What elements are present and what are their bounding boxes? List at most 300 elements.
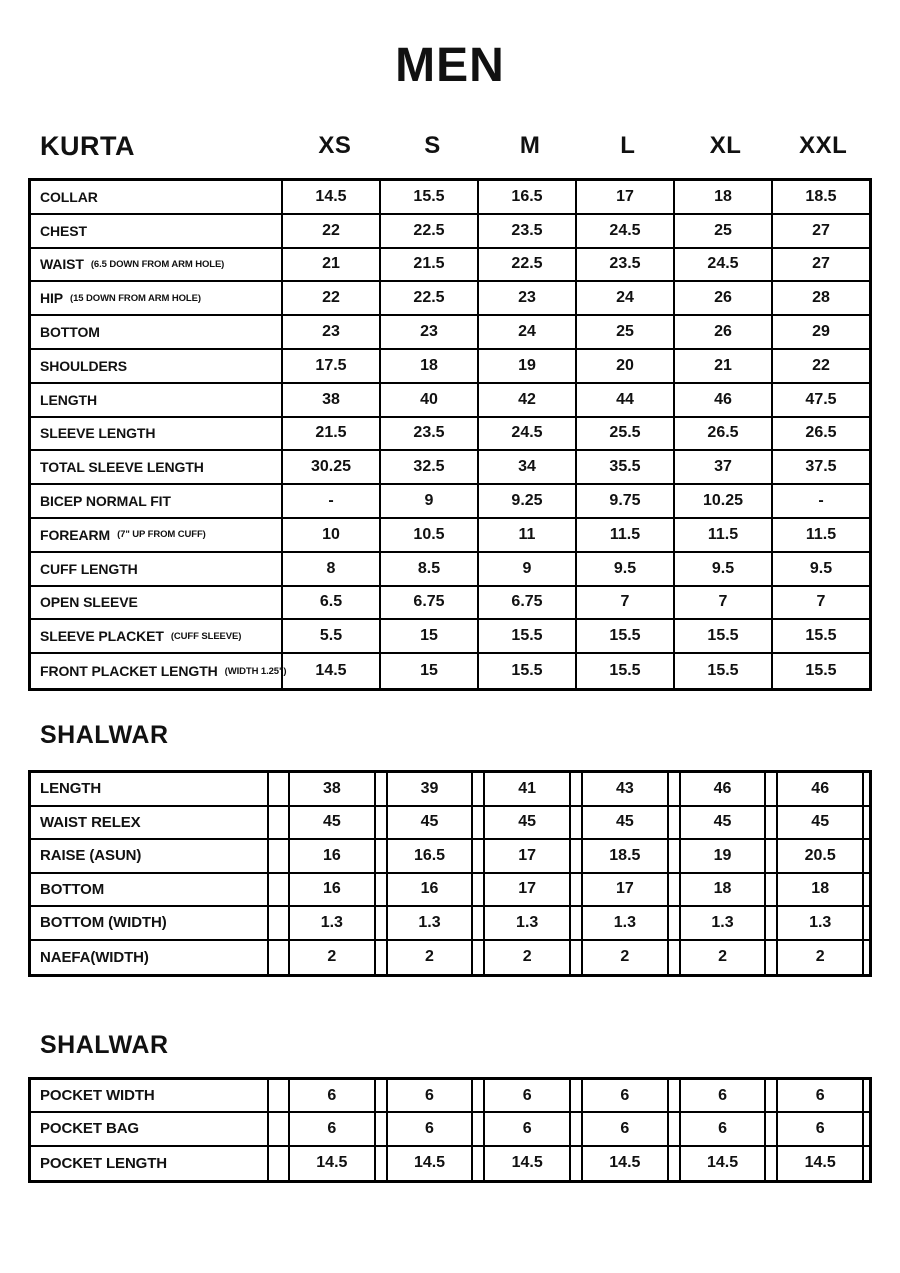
size-cell [283, 773, 381, 805]
row-label-cell [31, 1080, 269, 1111]
cell-value: 18 [776, 874, 864, 906]
size-header-xxl: XXL [799, 132, 848, 159]
table-row [31, 249, 869, 283]
size-cell [283, 1147, 381, 1180]
cell-value: 2 [679, 941, 767, 975]
row-label-cell [31, 874, 269, 906]
row-cells [283, 249, 869, 281]
table-row [31, 215, 869, 249]
row-label-cell [31, 807, 269, 839]
size-header-m: M [519, 132, 541, 159]
row-note: (15 DOWN FROM ARM HOLE) [70, 292, 201, 304]
cell-value: 21.5 [413, 255, 445, 273]
table-row [31, 773, 869, 807]
size-cell [477, 384, 575, 416]
row-label-cell [31, 1113, 269, 1144]
cell-value: 16 [288, 840, 376, 872]
column-gap [269, 1113, 283, 1144]
size-cell [477, 181, 575, 213]
table-row [31, 1113, 869, 1146]
size-cell [283, 807, 381, 839]
row-label-cell [31, 654, 287, 688]
cell-value: 46 [679, 773, 767, 805]
cell-value: 15.5 [707, 662, 739, 680]
size-header-l: L [620, 132, 636, 159]
cell-value: 23 [420, 323, 438, 341]
cell-value: 30.25 [310, 458, 352, 476]
cell-value: 8 [326, 559, 336, 577]
size-cell [283, 282, 379, 314]
size-cell [576, 773, 674, 805]
size-cell [674, 807, 772, 839]
row-note: (WIDTH 1.25") [224, 665, 287, 677]
size-cell [771, 384, 869, 416]
cell-value: 15.5 [511, 662, 543, 680]
row-label-cell [31, 316, 283, 348]
size-cell [379, 587, 477, 619]
size-cell [379, 282, 477, 314]
size-cell [477, 587, 575, 619]
row-label: RAISE (ASUN) [40, 847, 142, 865]
cell-value: 17.5 [315, 356, 347, 374]
row-label-cell [31, 282, 283, 314]
cell-value: 14.5 [315, 662, 347, 680]
size-cell [771, 654, 869, 688]
row-label-cell [31, 249, 283, 281]
size-cell [477, 485, 575, 517]
cell-value: 10.25 [702, 492, 744, 510]
row-label: BOTTOM (WIDTH) [40, 914, 167, 932]
size-cell [381, 941, 479, 975]
table-row [31, 587, 869, 621]
cell-value: 17 [483, 840, 571, 872]
row-label-cell [31, 773, 269, 805]
row-cells [283, 907, 869, 939]
row-label-cell [31, 1147, 269, 1180]
row-label: CUFF LENGTH [40, 560, 138, 577]
cell-value: 6 [483, 1113, 571, 1144]
size-cell [771, 553, 869, 585]
row-label: POCKET LENGTH [40, 1154, 168, 1172]
cell-value: 45 [776, 807, 864, 839]
row-note: (7" UP FROM CUFF) [117, 529, 206, 541]
size-cell [771, 181, 869, 213]
cell-value: 25.5 [609, 424, 641, 442]
table-row [31, 519, 869, 553]
row-label: BOTTOM [40, 324, 100, 341]
cell-value: 17 [616, 187, 634, 205]
size-cell [379, 215, 477, 247]
table-row [31, 907, 869, 941]
size-cell [379, 485, 477, 517]
row-label: NAEFA(WIDTH) [40, 948, 149, 966]
cell-value: 6 [679, 1113, 767, 1144]
cell-value: 6.75 [413, 593, 445, 611]
table-row [31, 181, 869, 215]
cell-value: 46 [776, 773, 864, 805]
size-cell [477, 249, 575, 281]
cell-value: - [328, 492, 334, 510]
size-cell [283, 384, 379, 416]
size-cell [575, 282, 673, 314]
cell-value: 38 [322, 390, 340, 408]
table-row [31, 1080, 869, 1113]
size-cell [771, 316, 869, 348]
cell-value: 8.5 [417, 559, 441, 577]
size-cell [379, 553, 477, 585]
size-cell [478, 1113, 576, 1144]
size-cell [576, 840, 674, 872]
size-cell [575, 418, 673, 450]
table-row [31, 807, 869, 841]
size-cell [575, 215, 673, 247]
row-cells [283, 620, 869, 652]
cell-value: 32.5 [413, 458, 445, 476]
cell-value: 14.5 [288, 1147, 376, 1180]
row-label-cell [31, 350, 283, 382]
cell-value: 37 [714, 458, 732, 476]
row-label-cell [31, 941, 269, 975]
size-cell [283, 181, 379, 213]
cell-value: 15.5 [805, 627, 837, 645]
size-cell [576, 941, 674, 975]
cell-value: 45 [288, 807, 376, 839]
size-cell [283, 874, 381, 906]
row-label: CHEST [40, 222, 87, 239]
table-row [31, 553, 869, 587]
cell-value: 15.5 [609, 627, 641, 645]
size-cell [673, 350, 771, 382]
size-cell [283, 587, 379, 619]
cell-value: 43 [581, 773, 669, 805]
table-row [31, 1147, 869, 1180]
size-cell [674, 773, 772, 805]
size-cell [283, 553, 379, 585]
cell-value: 1.3 [679, 907, 767, 939]
size-cell [478, 907, 576, 939]
size-cell [379, 418, 477, 450]
row-label-cell [31, 519, 283, 551]
size-cell [478, 807, 576, 839]
cell-value: 18 [679, 874, 767, 906]
cell-value: 34 [518, 458, 536, 476]
row-cells [283, 874, 869, 906]
row-cells [283, 215, 869, 247]
cell-value: 17 [483, 874, 571, 906]
cell-value: 15 [420, 627, 438, 645]
cell-value: 27 [812, 221, 830, 239]
cell-value: 18 [714, 187, 732, 205]
cell-value: 16 [288, 874, 376, 906]
table-row [31, 840, 869, 874]
cell-value: 23.5 [413, 424, 445, 442]
cell-value: 11.5 [805, 525, 837, 543]
cell-value: 9 [522, 559, 532, 577]
cell-value: 6 [386, 1080, 474, 1111]
size-cell [771, 773, 869, 805]
cell-value: 35.5 [609, 458, 641, 476]
cell-value: 24 [518, 323, 536, 341]
cell-value: 1.3 [483, 907, 571, 939]
size-cell [771, 1113, 869, 1144]
row-cells [283, 316, 869, 348]
cell-value: 23 [322, 323, 340, 341]
cell-value: 25 [616, 323, 634, 341]
kurta-table [28, 178, 872, 691]
size-cell [576, 907, 674, 939]
table-row [31, 451, 869, 485]
size-cell [283, 350, 379, 382]
column-gap [269, 907, 283, 939]
row-label-cell [31, 587, 283, 619]
row-cells [283, 350, 869, 382]
size-cell [771, 807, 869, 839]
size-cell [673, 215, 771, 247]
table-row [31, 874, 869, 908]
cell-value: 22.5 [511, 255, 543, 273]
row-label-cell [31, 384, 283, 416]
row-label: POCKET BAG [40, 1120, 140, 1138]
size-header-xs: XS [318, 132, 352, 159]
cell-value: 6 [776, 1080, 864, 1111]
size-cell [283, 1113, 381, 1144]
size-cell [771, 1080, 869, 1111]
size-cell [673, 587, 771, 619]
row-label-cell [31, 451, 283, 483]
size-cell [771, 907, 869, 939]
row-cells [283, 181, 869, 213]
cell-value: 28 [812, 289, 830, 307]
cell-value: 23.5 [609, 255, 641, 273]
cell-value: 9.25 [511, 492, 543, 510]
cell-value: 6 [679, 1080, 767, 1111]
table-row [31, 941, 869, 975]
cell-value: 7 [816, 593, 826, 611]
row-label: BICEP NORMAL FIT [40, 493, 171, 510]
row-label: WAIST RELEX [40, 813, 141, 831]
size-cell [477, 620, 575, 652]
size-cell [283, 941, 381, 975]
row-label-cell [31, 907, 269, 939]
cell-value: 16.5 [511, 187, 543, 205]
cell-value: 15 [420, 662, 438, 680]
size-header-xl: XL [709, 132, 742, 159]
cell-value: 6 [288, 1080, 376, 1111]
row-cells [283, 519, 869, 551]
size-cell [379, 316, 477, 348]
size-cell [379, 384, 477, 416]
size-cell [674, 840, 772, 872]
size-cell [673, 519, 771, 551]
cell-value: 40 [420, 390, 438, 408]
size-cell [673, 654, 771, 688]
cell-value: 21 [714, 356, 732, 374]
cell-value: 24.5 [609, 221, 641, 239]
size-cell [283, 418, 379, 450]
size-cell [283, 1080, 381, 1111]
size-cell [771, 1147, 869, 1180]
cell-value: 7 [718, 593, 728, 611]
size-cell [575, 350, 673, 382]
row-label: TOTAL SLEEVE LENGTH [40, 459, 204, 476]
size-cell [477, 553, 575, 585]
size-cell [381, 807, 479, 839]
size-cell [379, 350, 477, 382]
cell-value: 16 [386, 874, 474, 906]
cell-value: 22 [322, 289, 340, 307]
cell-value: 27 [812, 255, 830, 273]
row-cells [283, 654, 869, 688]
cell-value: 22 [812, 356, 830, 374]
cell-value: 17 [581, 874, 669, 906]
cell-value: 6 [581, 1113, 669, 1144]
row-label: LENGTH [40, 391, 97, 408]
size-cell [576, 874, 674, 906]
size-cell [575, 553, 673, 585]
size-cell [575, 654, 673, 688]
cell-value: 2 [288, 941, 376, 975]
size-cell [575, 620, 673, 652]
row-cells [283, 451, 869, 483]
cell-value: 2 [483, 941, 571, 975]
size-cell [381, 1080, 479, 1111]
cell-value: 47.5 [805, 390, 837, 408]
cell-value: 14.5 [483, 1147, 571, 1180]
cell-value: 14.5 [386, 1147, 474, 1180]
cell-value: 14.5 [581, 1147, 669, 1180]
column-gap [269, 807, 283, 839]
cell-value: 9 [424, 492, 434, 510]
table-row [31, 384, 869, 418]
cell-value: 21 [322, 255, 340, 273]
size-cell [771, 215, 869, 247]
cell-value: 15.5 [805, 662, 837, 680]
size-cell [771, 350, 869, 382]
cell-value: 21.5 [315, 424, 347, 442]
cell-value: 45 [679, 807, 767, 839]
size-cell [674, 1147, 772, 1180]
cell-value: 26 [714, 289, 732, 307]
cell-value: 20.5 [776, 840, 864, 872]
size-cell [575, 316, 673, 348]
row-cells [283, 773, 869, 805]
size-cell [673, 485, 771, 517]
cell-value: 2 [581, 941, 669, 975]
size-cell [283, 654, 379, 688]
size-cell [673, 181, 771, 213]
cell-value: 1.3 [288, 907, 376, 939]
size-cell [379, 620, 477, 652]
cell-value: 14.5 [679, 1147, 767, 1180]
row-note: (CUFF SLEEVE) [170, 630, 242, 642]
size-cell [771, 282, 869, 314]
cell-value: 42 [518, 390, 536, 408]
size-cell [673, 553, 771, 585]
cell-value: 10 [322, 525, 340, 543]
cell-value: 6 [776, 1113, 864, 1144]
cell-value: 24 [616, 289, 634, 307]
size-cell [478, 773, 576, 805]
column-gap [269, 1147, 283, 1180]
size-cell [477, 654, 575, 688]
column-gap [269, 773, 283, 805]
cell-value: 26.5 [805, 424, 837, 442]
size-cell [381, 1147, 479, 1180]
row-cells [283, 1147, 869, 1180]
cell-value: 18 [420, 356, 438, 374]
size-cell [673, 316, 771, 348]
size-cell [379, 451, 477, 483]
size-cell [283, 215, 379, 247]
size-cell [771, 620, 869, 652]
cell-value: 22 [322, 221, 340, 239]
row-label-cell [31, 840, 269, 872]
size-cell [478, 840, 576, 872]
cell-value: 1.3 [776, 907, 864, 939]
table-row [31, 282, 869, 316]
shalwar-table [28, 770, 872, 977]
cell-value: 44 [616, 390, 634, 408]
table-row [31, 620, 869, 654]
cell-value: 18.5 [805, 187, 837, 205]
size-cell [674, 941, 772, 975]
size-cell [477, 316, 575, 348]
size-cell [673, 451, 771, 483]
row-cells [283, 384, 869, 416]
size-cell [379, 181, 477, 213]
size-cell [674, 907, 772, 939]
size-cell [478, 941, 576, 975]
size-cell [771, 418, 869, 450]
size-cell [381, 773, 479, 805]
table-row [31, 316, 869, 350]
cell-value: 22.5 [413, 221, 445, 239]
size-cell [674, 1080, 772, 1111]
size-cell [771, 249, 869, 281]
row-cells [283, 282, 869, 314]
row-label: SLEEVE PLACKET [40, 628, 164, 645]
size-cell [283, 620, 379, 652]
cell-value: 23 [518, 289, 536, 307]
size-cell [478, 874, 576, 906]
size-cell [283, 451, 379, 483]
cell-value: 26.5 [707, 424, 739, 442]
cell-value: 9.75 [609, 492, 641, 510]
cell-value: 15.5 [413, 187, 445, 205]
size-headers [286, 132, 872, 160]
size-cell [771, 587, 869, 619]
cell-value: 24.5 [707, 255, 739, 273]
column-gap [269, 874, 283, 906]
size-cell [575, 384, 673, 416]
kurta-heading: KURTA [40, 130, 135, 161]
size-cell [576, 1147, 674, 1180]
row-label: BOTTOM [40, 880, 105, 898]
cell-value: 5.5 [319, 627, 343, 645]
column-gap [269, 840, 283, 872]
cell-value: 9.5 [613, 559, 637, 577]
size-cell [478, 1080, 576, 1111]
size-cell [673, 384, 771, 416]
cell-value: 41 [483, 773, 571, 805]
row-label: FRONT PLACKET LENGTH [40, 663, 218, 680]
cell-value: 6 [288, 1113, 376, 1144]
cell-value: 7 [620, 593, 630, 611]
cell-value: 18.5 [581, 840, 669, 872]
size-cell [381, 840, 479, 872]
cell-value: 45 [581, 807, 669, 839]
column-gap [269, 941, 283, 975]
